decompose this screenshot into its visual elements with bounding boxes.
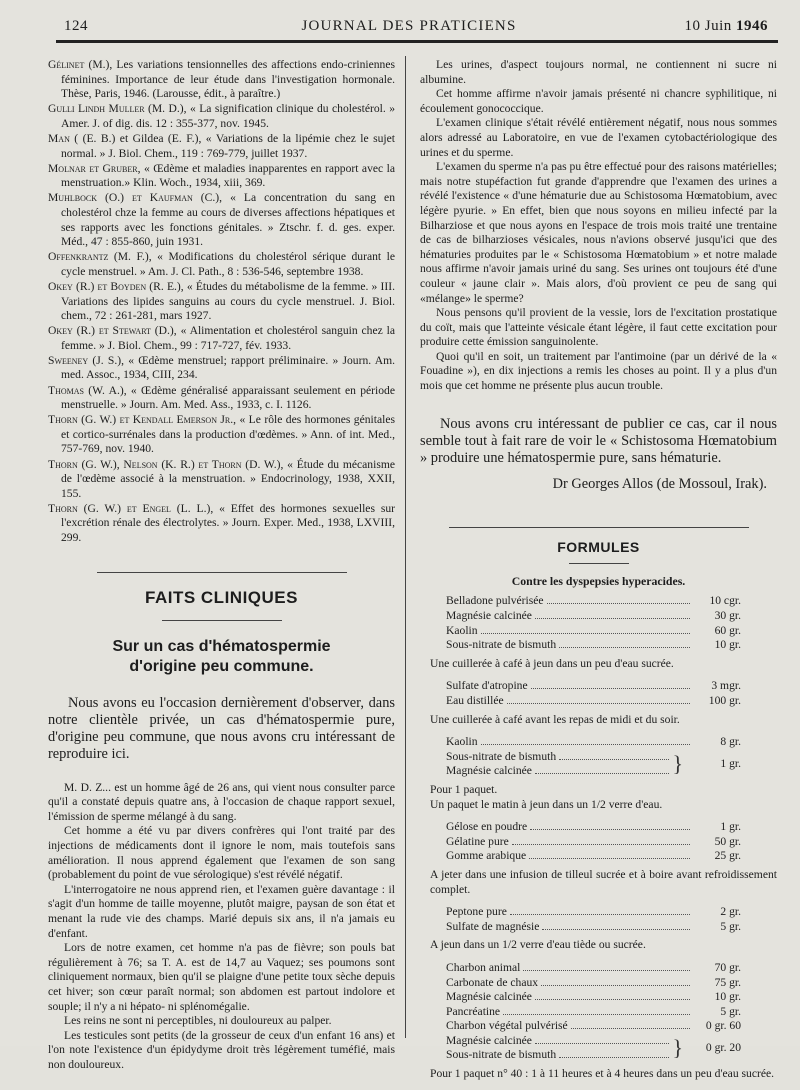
formula-3 <box>420 735 777 779</box>
article-paragraph: Nous pensons qu'il provient de la vessie, lors de l'excitation prostatique du coït, mais que l'atteinte vésicale étant légère, il faut cette excitation pour produire cette émission sanguinolente. <box>420 306 777 349</box>
formula-instruction: Un paquet le matin à jeun dans un 1/2 verre d'eau. <box>430 797 663 811</box>
reference-text: « Le rôle des hormones génitales et cortico-surrénales dans la production d'œdèmes. » Ann. of int. Med., 757-769, nov. 1940. <box>61 413 396 456</box>
article-paragraph: Les reins ne sont ni perceptibles, ni douloureux au palper. <box>64 1014 332 1028</box>
ingredient-name: Charbon végétal pulvérisé <box>446 1019 568 1033</box>
ingredient-name: Gomme arabique <box>446 849 527 863</box>
ingredient-name: Sulfate de magnésie <box>446 919 540 933</box>
ingredient-qty: 5 gr. <box>720 919 741 933</box>
ingredient-name: Gélose en poudre <box>446 820 528 834</box>
dot-leader <box>542 929 690 930</box>
formula-instruction: Pour 1 paquet n° 40 : 1 à 11 heures et à 4 heures dans un peu d'eau sucrée. <box>430 1067 775 1081</box>
article-paragraph: Les testicules sont petits (de la grosseur de ceux d'un enfant 16 ans) et l'on note l'existence d'un épidydyme droit très légèrement tuméfié, mais non douloureux. <box>48 1028 395 1071</box>
dot-leader <box>523 970 690 971</box>
brace-glyph: } <box>672 751 683 777</box>
issue-date-year: 1946 <box>736 18 768 34</box>
formula-row <box>420 905 777 920</box>
formula-row <box>420 638 777 653</box>
formula-row <box>420 679 777 694</box>
formula-row <box>446 764 672 779</box>
journal-title: JOURNAL DES PRATICIENS <box>301 18 517 34</box>
reference-item <box>48 250 395 279</box>
formules-title: FORMULES <box>557 539 640 556</box>
formula-4 <box>420 820 777 864</box>
dot-leader <box>529 858 690 859</box>
ingredient-qty: 70 gr. <box>714 960 741 974</box>
formula-instruction: Pour 1 paquet. <box>430 782 498 796</box>
formula-row <box>446 1048 672 1063</box>
reference-item <box>48 458 395 502</box>
reference-author: Offenkrantz (M. F.), <box>48 250 152 264</box>
ingredient-qty: 10 cgr. <box>709 594 741 608</box>
reference-item <box>48 413 395 457</box>
page-header <box>44 16 774 38</box>
reference-item <box>48 132 395 161</box>
article-lead: Nous avons eu l'occasion dernièrement d'observer, dans notre clientèle privée, un cas d'hématospermie pure, d'origine peu commune, que nous avons cru intéressant de reproduire ici. <box>48 694 395 762</box>
reference-author: Gulli Lindh Muller (M. D.), <box>48 102 187 116</box>
ingredient-name: Sous-nitrate de bismuth <box>446 749 557 763</box>
article-paragraph: Les urines, d'aspect toujours normal, ne contiennent ni sucre ni albumine. <box>420 58 777 86</box>
ingredient-name: Gélatine pure <box>446 834 509 848</box>
dot-leader <box>481 633 690 634</box>
formula-row <box>420 609 777 624</box>
article-conclusion: Nous avons cru intéressant de publier ce cas, car il nous semble tout à fait rare de voir le « Schistosoma Hœmatobium » produire une hématospermie pure, sans hématurie. <box>420 415 777 466</box>
reference-text: « Études du métabolisme de la femme. » III. Variations des lipides sanguins au cours du cycle menstruel. J. Biol. chem., 72 : 261-281, mars 1927. <box>61 279 395 323</box>
reference-text: « La signification clinique du cholestérol. » Amer. J. of dig. dis. 12 : 355-377, nov. 1945. <box>61 102 395 130</box>
ingredient-name: Charbon animal <box>446 960 521 974</box>
formula-row <box>420 920 777 935</box>
ingredient-qty: 50 gr. <box>714 834 741 848</box>
article-paragraph: Cet homme affirme n'avoir jamais présenté ni chancre syphilitique, ni écoulement gonococcique. <box>420 87 777 115</box>
formula-instruction: A jeun dans un 1/2 verre d'eau tiède ou sucrée. <box>430 938 646 952</box>
formula-1 <box>420 594 777 652</box>
reference-text: « Œdème et maladies inapparentes en rapport avec la menstruation.» Klin. Woch., 1934, xiii, 369. <box>61 161 395 190</box>
reference-text: Les variations tensionnelles des affections endo-criniennes féminines. Importance de leur étude dans l'investigation hormonale. Thèse, Paris, 1946. (Larousse, édit., à paraître.) <box>61 58 395 101</box>
ingredient-qty: 5 gr. <box>720 1004 741 1018</box>
brace-glyph: } <box>672 1035 683 1061</box>
ingredient-name: Sous-nitrate de bismuth <box>446 638 557 652</box>
dot-leader <box>503 1014 690 1015</box>
ingredient-name: Eau distillée <box>446 694 504 707</box>
formula-instruction: A jeter dans une infusion de tilleul sucrée et à boire avant refroidissement complet. <box>430 867 777 896</box>
ingredient-qty: 0 gr. 20 <box>705 1041 741 1055</box>
dot-leader <box>507 703 690 704</box>
dot-leader <box>530 829 690 830</box>
section-rule-short <box>162 620 282 621</box>
reference-item <box>48 384 395 413</box>
dot-leader <box>559 647 690 648</box>
ingredient-qty: 100 gr. <box>708 694 741 707</box>
ingredient-qty: 1 gr. <box>720 757 741 771</box>
reference-author: Sweeney (J. S.), <box>48 353 125 367</box>
header-rule <box>56 40 778 43</box>
reference-item <box>48 502 395 546</box>
reference-author: Okey (R.) et Stewart (D.), <box>48 324 177 338</box>
formula-row <box>420 1019 777 1034</box>
dot-leader <box>531 688 690 689</box>
formula-row <box>420 624 777 639</box>
article-title-line: d'origine peu commune. <box>129 657 314 675</box>
dot-leader <box>481 744 690 745</box>
ingredient-name: Pancréatine <box>446 1004 501 1018</box>
issue-date <box>684 18 768 35</box>
ingredient-name: Magnésie calcinée <box>446 1033 532 1047</box>
reference-text: « Effet des hormones sexuelles sur l'excrétion rénale des électrolytes. » Journ. Exper. Med., 1938, LXVIII, 299. <box>61 501 395 544</box>
reference-text: « Modifications du cholestérol sérique durant le cycle menstruel. » Am. J. Cl. Path., 8 : 536-546, septembre 1938. <box>61 250 395 278</box>
ingredient-name: Sous-nitrate de bismuth <box>446 1048 557 1062</box>
formules-rule <box>449 527 749 528</box>
article-paragraph: Quoi qu'il en soit, un traitement par l'antimoine (par un dérivé de la « Fouadine »), en dix injections a remis les choses au point. Il y a plus d'un mois que cet homme ne présente plus aucun trouble. <box>420 349 777 393</box>
ingredient-name: Magnésie calcinée <box>446 764 532 778</box>
formula-brace-group <box>420 750 777 779</box>
formula-5 <box>420 905 777 934</box>
formula-row <box>420 694 777 709</box>
reference-author: Muhlbock (O.) et Kaufman (C.), <box>48 191 223 205</box>
dot-leader <box>535 773 669 774</box>
dot-leader <box>571 1028 690 1029</box>
formula-row <box>420 820 777 835</box>
dot-leader <box>559 759 669 760</box>
ingredient-qty: 2 gr. <box>720 905 741 919</box>
article-title-line: Sur un cas d'hématospermie <box>112 637 331 655</box>
article-paragraph: L'examen du sperme n'a pas pu être effectué pour des raisons matérielles; mais notre stupéfaction fut grande d'apprendre que l'examen des urines a révélé l'existence « d'une hématurie due au Schistosoma Hœmatobium, avec légère pyurie. » En effet, bien que nous soyons en milieu infecté par la Bilharziose et que nous ayons en l'espace de trois mois traité une trentaine de cas de bilharzioses vésicales, nous n'avions observé jusqu'ici que des hématuries produites par le « Schistosoma Hœmatobium » et notre malade nous affirme n'avoir jamais uriné du sang. Ses urines ont toujours été d'une couleur « jaune clair ». Mais alors, d'où provient ce peu de sang qui «mélange» le sperme? <box>420 160 777 305</box>
ingredient-name: Peptone pure <box>446 905 507 919</box>
page-number: 124 <box>64 18 88 34</box>
reference-text: « Alimentation et cholestérol sanguin chez la femme. » J. Biol. Chem., 99 : 717-727, fév. 1933. <box>61 324 395 352</box>
formula-row <box>420 849 777 864</box>
ingredient-name: Kaolin <box>446 623 478 637</box>
formula-row <box>420 835 777 850</box>
formula-row <box>420 990 777 1005</box>
ingredient-qty: 1 gr. <box>720 820 741 834</box>
brace-names <box>446 750 672 779</box>
reference-text: « Œdème généralisé apparaissant seulement en période menstruelle. » Journ. Am. Med. Ass., 1933, c. I. 1126. <box>61 383 395 412</box>
brace-names <box>446 1034 672 1063</box>
ingredient-qty: 8 gr. <box>720 735 741 749</box>
reference-text: ( (E. B.) et Gildea (E. F.), « Variations de la lipémie chez le sujet normal. » J. Biol. Chem., 119 : 769-779, juillet 1937. <box>61 131 395 160</box>
formula-row <box>446 1034 672 1049</box>
ingredient-qty: 10 gr. <box>714 990 741 1004</box>
reference-author: Thorn (G. W.) et Kendall Emerson Jr., <box>48 413 237 427</box>
ingredient-name: Magnésie calcinée <box>446 990 532 1004</box>
ingredient-qty: 25 gr. <box>714 849 741 863</box>
column-divider <box>405 56 406 1038</box>
ingredient-qty: 10 gr. <box>714 638 741 652</box>
dot-leader <box>535 1043 669 1044</box>
ingredient-qty: 75 gr. <box>714 975 741 989</box>
dot-leader <box>535 618 690 619</box>
ingredient-name: Belladone pulvérisée <box>446 594 544 608</box>
formula-6 <box>420 961 777 1063</box>
formula-row <box>420 594 777 609</box>
dot-leader <box>547 603 690 604</box>
reference-item <box>48 354 395 383</box>
ingredient-name: Sulfate d'atropine <box>446 679 528 693</box>
dot-leader <box>559 1057 669 1058</box>
ingredient-qty: 60 gr. <box>714 623 741 637</box>
reference-author: Thorn (G. W.), Nelson (K. R.) et Thorn (D. W.), <box>48 457 284 471</box>
reference-text: « La concentration du sang en cholestérol chze la femme au cours de diverses affections hépatiques et ses rapports avec les fonctions génitales. » Ztschr. f. d. ges. exper. Méd., 47 : 855-860, juin 1931. <box>61 191 395 249</box>
reference-author: Okey (R.) et Boyden (R. E.), <box>48 279 184 293</box>
reference-text: « Œdème menstruel; rapport préliminaire. » Journ. Am. med. Assoc., 1934, CIII, 234. <box>61 353 395 382</box>
dot-leader <box>541 985 690 986</box>
formula-instruction: Une cuillerée à café avant les repas de midi et du soir. <box>430 712 680 726</box>
reference-item <box>48 280 395 324</box>
article-paragraph: M. D. Z... est un homme âgé de 26 ans, qui vient nous consulter parce qu'il a constaté depuis quatre ans, à l'occasion de chaque rapport sexuel, l'émission de sperme mélangé à du sang. <box>48 780 395 823</box>
formula-row <box>420 735 777 750</box>
ingredient-name: Kaolin <box>446 735 478 749</box>
reference-item <box>48 102 395 131</box>
dot-leader <box>512 844 690 845</box>
reference-author: Thorn (G. W.) et Engel (L. L.), <box>48 501 214 515</box>
reference-author: Molnar et Gruber, <box>48 161 141 175</box>
formula-2 <box>420 679 777 708</box>
dot-leader <box>510 914 690 915</box>
reference-author: Man <box>48 131 70 145</box>
article-paragraph: Lors de notre examen, cet homme n'a pas de fièvre; son pouls bat régulièrement à 76; sa T. A. est de 14,7 au Vaquez; ses poumons sont cliniquement normaux, bien qu'il se plaigne d'une petite toux sèche depuis cet hiver; son cœur paraît normal; son abdomen est partout indolore et souple; il n'y a ni hépato- ni splénomégalie. <box>48 941 395 1013</box>
spacer <box>48 546 395 572</box>
formula-instruction: Une cuillerée à café à jeun dans un peu d'eau sucrée. <box>430 656 674 670</box>
reference-author: Gélinet (M.), <box>48 58 113 71</box>
formula-row <box>420 961 777 976</box>
formula-row <box>446 750 672 765</box>
article-paragraph: Cet homme a été vu par divers confrères qui l'ont traité par des injections de médicaments dont il ignore le nom, mais toutefois sans amélioration. Il nous apprend également que l'examen de son sang (probablement du point de vue sérologique) s'est révélé négatif. <box>48 824 395 882</box>
ingredient-qty: 0 gr. 60 <box>705 1019 741 1033</box>
article-paragraph: L'examen clinique s'était révélé entièrement négatif, nous nous sommes alors adressé au Laboratoire, en vue de l'examen cytobactériologique des urines et du sperme. <box>420 116 777 159</box>
dot-leader <box>535 999 690 1000</box>
reference-list <box>48 58 395 546</box>
reference-author: Thomas (W. A.), <box>48 383 127 397</box>
right-column <box>420 58 777 1090</box>
reference-item <box>48 324 395 353</box>
formula-brace-group <box>420 1034 777 1063</box>
ingredient-qty: 30 gr. <box>714 609 741 623</box>
ingredient-name: Magnésie calcinée <box>446 609 532 623</box>
article-title <box>48 637 395 677</box>
formules-rule-short <box>569 563 629 564</box>
formula-row <box>420 976 777 991</box>
article-paragraph: L'interrogatoire ne nous apprend rien, et l'examen guère davantage : il s'agit d'un homme de taille moyenne, plutôt maigre, paysan de son état et menant la rude vie des champs. Marié depuis six ans, il n'a jamais eu d'enfant. <box>48 882 395 940</box>
section-rule <box>97 572 347 573</box>
reference-item <box>48 162 395 191</box>
article-signature: Dr Georges Allos (de Mossoul, Irak). <box>552 475 767 492</box>
reference-item <box>48 58 395 102</box>
left-column <box>48 58 395 1073</box>
reference-text: « Étude du mécanisme de l'œdème associé à la menstruation. » Endocrinology, 1938, XXII, 155. <box>61 457 395 500</box>
formula-row <box>420 1005 777 1020</box>
ingredient-name: Carbonate de chaux <box>446 975 539 989</box>
reference-item <box>48 191 395 249</box>
section-title: FAITS CLINIQUES <box>145 588 298 608</box>
formules-subtitle: Contre les dyspepsies hyperacides. <box>511 573 686 588</box>
ingredient-qty: 3 mgr. <box>711 679 741 693</box>
issue-date-day: 10 Juin <box>684 18 736 34</box>
